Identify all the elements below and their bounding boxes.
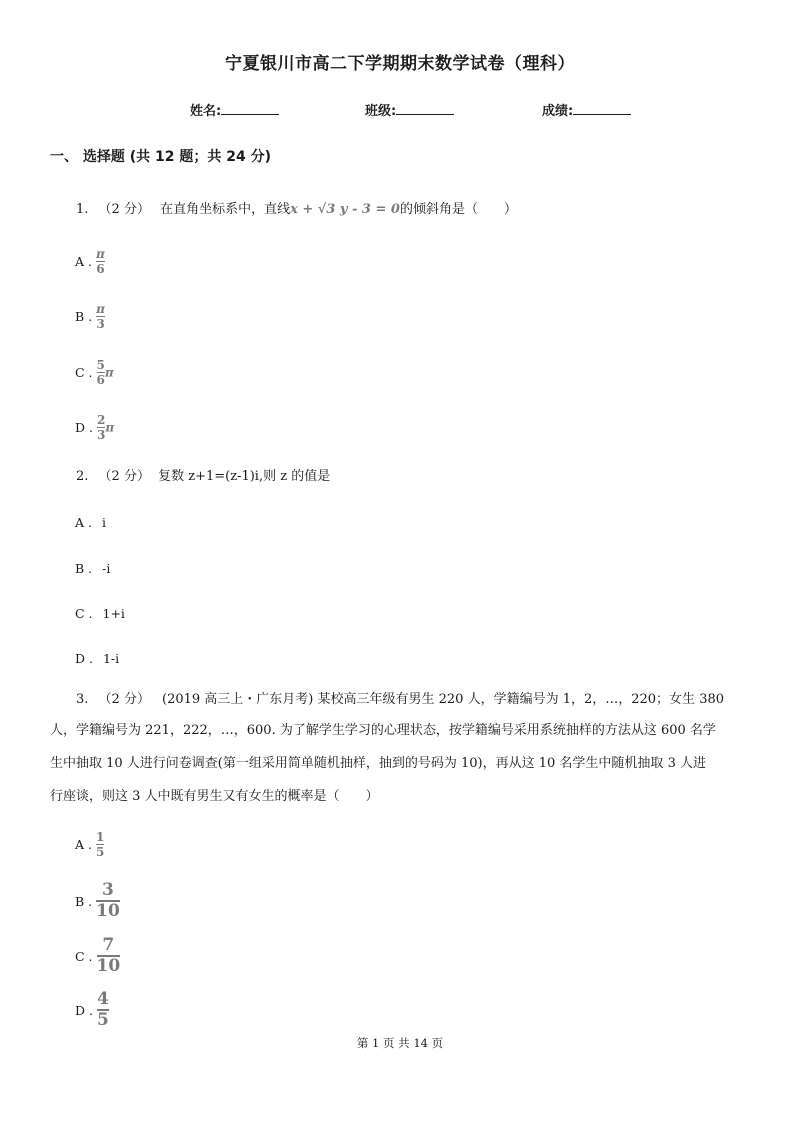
fraction bbox=[96, 248, 105, 275]
question-3-line-2: 人，学籍编号为 221，222，…，600. 为了解学生学习的心理状态，按学籍编号采用系统抽样的方法从这 600 名学 bbox=[50, 723, 716, 738]
denominator: 3 bbox=[96, 428, 106, 442]
option-label: D . bbox=[75, 1002, 93, 1018]
numerator: 2 bbox=[96, 413, 106, 427]
option-text: 1-i bbox=[102, 651, 120, 666]
question-number: 2. bbox=[76, 469, 89, 484]
q3-option-c[interactable] bbox=[75, 937, 120, 975]
denominator: 10 bbox=[96, 901, 120, 921]
q1-option-c[interactable] bbox=[75, 359, 114, 386]
page-footer: 第 1 页 共 14 页 bbox=[356, 1036, 444, 1050]
numerator: 5 bbox=[96, 358, 105, 372]
option-label: B . bbox=[75, 561, 93, 576]
fraction bbox=[97, 991, 109, 1029]
question-2 bbox=[76, 467, 330, 487]
class-blank bbox=[396, 102, 454, 115]
denominator: 10 bbox=[96, 956, 121, 976]
name-label: 姓名: bbox=[190, 104, 222, 119]
numerator: 4 bbox=[96, 989, 109, 1009]
option-text: 1+i bbox=[102, 606, 125, 621]
q1-option-b[interactable] bbox=[75, 303, 105, 330]
fraction bbox=[96, 303, 105, 330]
q2-option-a[interactable] bbox=[75, 515, 106, 530]
class-label: 班级: bbox=[365, 104, 397, 119]
question-score: （2 分） bbox=[98, 202, 150, 217]
score-label: 成绩: bbox=[542, 104, 574, 119]
option-label: C . bbox=[75, 365, 93, 380]
name-blank bbox=[221, 102, 279, 115]
numerator: π bbox=[95, 247, 105, 261]
option-label: C . bbox=[75, 948, 93, 964]
page-title: 宁夏银川市高二下学期期末数学试卷（理科） bbox=[225, 54, 575, 74]
q2-option-b[interactable] bbox=[75, 561, 110, 576]
q2-option-d[interactable] bbox=[75, 651, 119, 666]
q3-option-b[interactable] bbox=[75, 882, 120, 920]
option-label: D . bbox=[75, 651, 93, 666]
section-heading: 一、 选择题 (共 12 题；共 24 分) bbox=[50, 149, 272, 165]
fraction bbox=[96, 882, 120, 920]
question-1 bbox=[76, 200, 517, 220]
fraction bbox=[97, 937, 121, 975]
option-label: C . bbox=[75, 606, 93, 621]
q2-option-c[interactable] bbox=[75, 606, 125, 621]
q3-option-d[interactable] bbox=[75, 991, 109, 1029]
option-label: A . bbox=[75, 837, 92, 852]
question-number: 1. bbox=[76, 202, 89, 217]
q1-option-d[interactable] bbox=[75, 414, 114, 441]
option-label: D . bbox=[75, 420, 93, 435]
denominator: 6 bbox=[96, 262, 105, 276]
question-score: （2 分） bbox=[98, 692, 150, 707]
question-number: 3. bbox=[76, 692, 89, 707]
numerator: 7 bbox=[102, 935, 115, 955]
score-field bbox=[542, 100, 631, 119]
fraction bbox=[96, 831, 104, 858]
question-text: 在直角坐标系中，直线 bbox=[160, 202, 291, 217]
denominator: 5 bbox=[95, 845, 105, 859]
question-score: （2 分） bbox=[98, 469, 150, 484]
option-label: B . bbox=[75, 309, 93, 324]
q3-option-a[interactable] bbox=[75, 831, 104, 858]
option-text: -i bbox=[102, 561, 111, 576]
option-label: A . bbox=[75, 254, 92, 269]
question-3-line-1: (2019 高三上・广东月考) 某校高三年级有男生 220 人，学籍编号为 1，2，…，220；女生 380 bbox=[162, 692, 725, 707]
question-text: 复数 z+1=(z-1)i,则 z 的值是 bbox=[158, 469, 331, 484]
name-field bbox=[190, 100, 279, 119]
denominator: 3 bbox=[96, 317, 105, 331]
pi-symbol: π bbox=[104, 365, 114, 380]
pi-symbol: π bbox=[105, 420, 115, 435]
option-label: B . bbox=[75, 893, 93, 909]
numerator: π bbox=[96, 302, 105, 316]
denominator: 5 bbox=[96, 1010, 109, 1030]
denominator: 6 bbox=[96, 373, 105, 387]
numerator: 1 bbox=[95, 830, 105, 844]
question-3-line-4: 行座谈，则这 3 人中既有男生又有女生的概率是（ ） bbox=[50, 789, 379, 804]
fraction bbox=[97, 359, 105, 386]
line-equation: x + √3 y - 3 = 0 bbox=[290, 202, 400, 217]
option-text: i bbox=[101, 515, 106, 530]
numerator: 3 bbox=[102, 880, 114, 900]
question-text-after: 的倾斜角是（ ） bbox=[399, 202, 517, 217]
q1-option-a[interactable] bbox=[75, 248, 105, 275]
score-blank bbox=[573, 102, 631, 115]
option-label: A . bbox=[75, 515, 92, 530]
question-3-line-3: 生中抽取 10 人进行问卷调查(第一组采用简单随机抽样，抽到的号码为 10)，再从这 10 名学生中随机抽取 3 人进 bbox=[50, 756, 706, 771]
question-3-header bbox=[76, 690, 150, 710]
class-field bbox=[365, 100, 454, 119]
